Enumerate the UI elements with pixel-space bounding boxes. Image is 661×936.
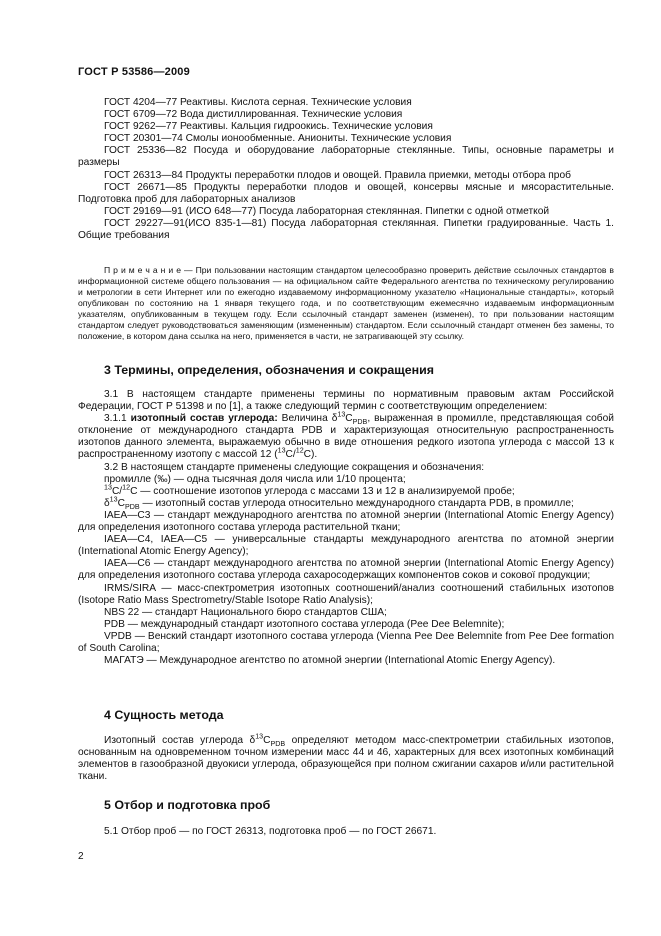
abbreviation-item: [78, 495, 614, 511]
delta-symbol: δ: [249, 735, 256, 746]
abbreviation-item: NBS 22 — стандарт Национального бюро стандартов США;: [104, 606, 387, 618]
page-number: 2: [78, 851, 84, 862]
superscript: 12: [295, 447, 304, 456]
clause-3-1-1: [78, 410, 614, 461]
subscript: PDB: [270, 740, 286, 749]
section-3-heading: 3 Термины, определения, обозначения и сокращения: [104, 363, 434, 377]
text: C: [117, 497, 125, 509]
subscript: PDB: [352, 418, 368, 427]
text: C/: [111, 485, 123, 497]
abbreviation-item: промилле (‰) — одна тысячная доля числа или 1/10 процента;: [104, 473, 406, 485]
superscript: 13: [255, 732, 264, 741]
clause-5-1: 5.1 Отбор проб — по ГОСТ 26313, подготовка проб — по ГОСТ 26671.: [104, 826, 437, 837]
text: C: [345, 413, 353, 425]
text: определяют методом масс-спектрометрии стабильных изотопов, основанным на одновременном точном измерении масс 44 и 46, характерных для всех изотопных комбинаций элементов в газообразной двуокиси углерода, образующейся при полном сжигании сахаров и/или растительной ткани.: [78, 735, 614, 783]
superscript: 13: [109, 495, 118, 504]
abbreviation-item: IAEA—C6 — стандарт международного агентства по атомной энергии (International Atomic Energy Agency) для определения изотопного состава углерода сахаросодержащих компонентов соков и сокової продукции;: [78, 558, 614, 582]
section-5-body: [78, 826, 614, 838]
superscript: 13: [337, 410, 346, 419]
method-paragraph: [78, 732, 614, 783]
clause-3-1: 3.1 В настоящем стандарте применены термины по нормативным правовым актам Российской Федерации, ГОСТ Р 51398 и по [1], а также следующий термин с соответствующим определением:: [78, 389, 614, 413]
superscript: 13: [277, 447, 286, 456]
reference-item: ГОСТ 29227—91(ИСО 835-1—81) Посуда лабораторная стеклянная. Пипетки градуированные. Часть 1. Общие требования: [78, 217, 614, 242]
text: Изотопный состав углерода: [104, 735, 250, 746]
text: , выраженная в промилле, представляющая собой отклонение от международного стандарта PDB и характеризующая относительную распространенность изотопов данного элемента, выражаемую обычно в виде отношения редкого изотопа углерода с массой 13 к распространенному изотопу с массой 12 (: [78, 413, 614, 461]
section-4-heading: 4 Сущность метода: [104, 708, 224, 722]
text: C: [263, 735, 271, 746]
reference-item: ГОСТ 26313—84 Продукты переработки плодов и овощей. Правила приемки, методы отбора проб: [104, 169, 571, 181]
reference-item: ГОСТ 9262—77 Реактивы. Кальция гидроокись. Технические условия: [104, 121, 433, 133]
abbreviation-item: VPDB — Венский стандарт изотопного состава углерода (Vienna Pee Dee Belemnite from Pee Dee formation of South Carolina;: [78, 630, 614, 654]
reference-item: ГОСТ 25336—82 Посуда и оборудование лабораторные стеклянные. Типы, основные параметры и размеры: [78, 145, 614, 169]
superscript: 12: [122, 483, 131, 492]
delta-symbol: δ: [104, 497, 110, 509]
abbreviation-item: PDB — международный стандарт изотопного состава углерода (Pee Dee Belemnite);: [104, 618, 505, 630]
text: Величина: [277, 413, 332, 425]
abbreviation-item: IAEA—C3 — стандарт международного агентства по атомной энергии (International Atomic Energy Agency) для определения изотопного состава углерода растительной ткани;: [78, 509, 614, 534]
text: — изотопный состав углерода относительно международного стандарта PDB, в промилле;: [139, 497, 574, 509]
reference-item: ГОСТ 29169—91 (ИСО 648—77) Посуда лабораторная стеклянная. Пипетки с одной отметкой: [104, 205, 550, 217]
abbreviation-item: IRMS/SIRA — масс-спектрометрия изотопных соотношений/анализ соотношений стабильных изотопов (Isotope Ratio Mass Spectrometry/Stable Isotope Ratio Analysis);: [78, 582, 614, 606]
delta-symbol: δ: [331, 413, 338, 425]
text: C — соотношение изотопов углерода с массами 13 и 12 в анализируемой пробе;: [130, 485, 515, 497]
term: изотопный состав углерода:: [130, 413, 278, 425]
section-4-body: [78, 732, 614, 783]
text: C).: [303, 449, 318, 461]
normative-references-list: [78, 97, 614, 242]
reference-item: ГОСТ 26671—85 Продукты переработки плодов и овощей, консервы мясные и мясорастительные. Подготовка проб для лабораторных анализов: [78, 181, 614, 205]
reference-item: ГОСТ 4204—77 Реактивы. Кислота серная. Технические условия: [104, 97, 412, 108]
abbreviation-item: IAEA—C4, IAEA—C5 — универсальные стандарты международного агентства по атомной энергии (International Atomic Energy Agency);: [78, 534, 614, 558]
subscript: PDB: [124, 502, 140, 511]
running-header: ГОСТ Р 53586—2009: [78, 66, 190, 78]
text: C/: [285, 449, 296, 461]
section-3-body: [78, 389, 614, 667]
reference-item: ГОСТ 20301—74 Смолы ионообменные. Аниониты. Технические условия: [104, 133, 452, 145]
reference-item: ГОСТ 6709—72 Вода дистиллированная. Технические условия: [104, 109, 403, 121]
abbreviation-item: [78, 483, 614, 498]
clause-3-2: 3.2 В настоящем стандарте применены следующие сокращения и обозначения:: [104, 461, 485, 473]
superscript: 13: [104, 483, 112, 492]
clause-number: 3.1.1: [104, 413, 131, 425]
note-paragraph: П р и м е ч а н и е — При пользовании настоящим стандартом целесообразно проверить действие ссылочных стандартов в информационной системе общего пользования — на официальном сайте Федерального агентства по техническому регулированию и метрологии в сети Интернет или по ежегодно издаваемому информационному указателю «Национальные стандарты», который опубликован по состоянию на 1 января текущего года, и по соответствующим ежемесячно издаваемым информационным указателям, опубликованным в текущем году. Если ссылочный стандарт заменен (изменен), то при пользовании настоящим стандартом следует руководствоваться заменяющим (измененным) стандартом. Если ссылочный стандарт отменен без замены, то положение, в котором дана ссылка на него, применяется в части, не затрагивающей эту ссылку.: [78, 265, 614, 341]
section-5-heading: 5 Отбор и подготовка проб: [104, 798, 271, 812]
abbreviation-item: МАГАТЭ — Международное агентство по атомной энергии (International Atomic Energy Agency).: [104, 655, 556, 667]
